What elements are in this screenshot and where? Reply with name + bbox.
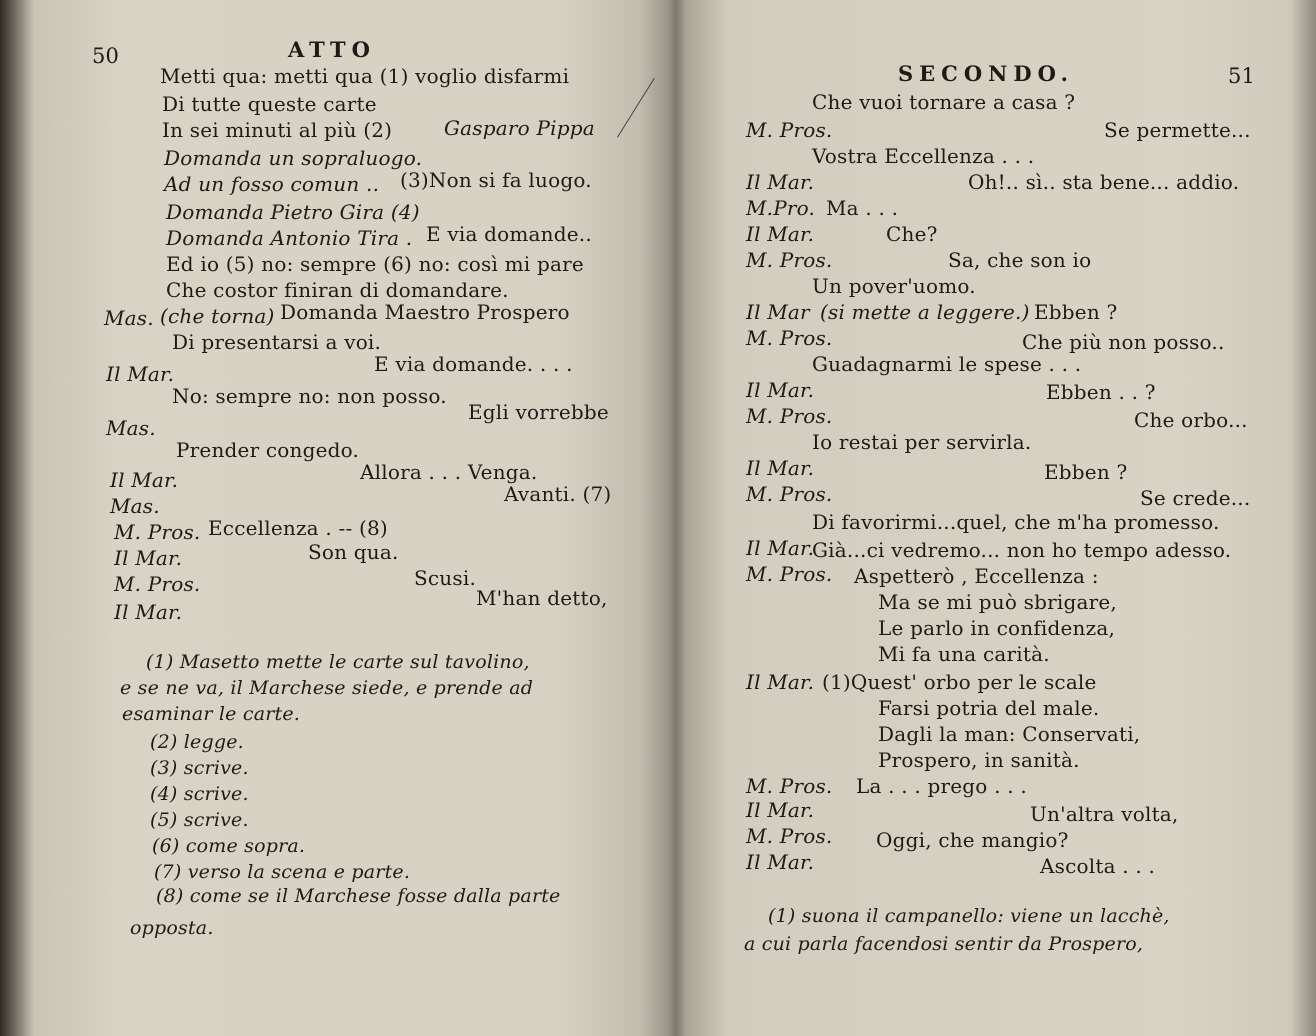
footnote-line: esaminar le carte. — [122, 703, 301, 725]
verse-line: Se permette... — [1104, 118, 1251, 142]
verse-line: Già...ci vedremo... non ho tempo adesso. — [812, 538, 1232, 562]
verse-line: Ebben . . ? — [1046, 380, 1156, 404]
verse-line: Ma . . . — [826, 196, 899, 220]
verse-line: Un pover'uomo. — [812, 274, 976, 298]
verse-line: Domanda Pietro Gira (4) — [166, 200, 420, 224]
running-head: ATTO — [288, 37, 376, 62]
footnote-line: e se ne va, il Marchese siede, e prende ad — [120, 677, 534, 699]
verse-line: E via domande. . . . — [374, 352, 573, 376]
verse-line: Son qua. — [308, 540, 399, 564]
speaker-label: Il Mar. — [746, 456, 815, 480]
verse-line: La . . . prego . . . — [856, 774, 1027, 798]
verse-line: Domanda Maestro Prospero — [280, 300, 570, 324]
speaker-label: Il Mar. — [106, 362, 175, 386]
speaker-label: Il Mar. — [746, 798, 815, 822]
stage-direction: (si mette a leggere.) — [820, 300, 1030, 324]
speaker-label: M. Pros. — [746, 404, 833, 428]
verse-line: Gasparo Pippa — [444, 116, 595, 140]
footnote-line: opposta. — [130, 917, 214, 939]
verse-line: Che orbo... — [1134, 408, 1248, 432]
verse-line: Ma se mi può sbrigare, — [878, 590, 1117, 614]
verse-line: Oh!.. sì.. sta bene... addio. — [968, 170, 1240, 194]
verse-line: Prender congedo. — [176, 438, 360, 462]
verse-line: Che? — [886, 222, 938, 246]
verse-line: Che più non posso.. — [1022, 330, 1225, 354]
verse-line: Guadagnarmi le spese . . . — [812, 352, 1082, 376]
speaker-label: M. Pros. — [746, 118, 833, 142]
verse-line: Domanda Antonio Tira . — [166, 226, 413, 250]
footnote-line: (3) scrive. — [150, 757, 249, 779]
verse-line: Se crede... — [1140, 486, 1251, 510]
speaker-label: Il Mar — [746, 300, 810, 324]
speaker-label: Il Mar. — [110, 468, 179, 492]
speaker-label: M. Pros. — [746, 824, 833, 848]
verse-line: Di presentarsi a voi. — [172, 330, 382, 354]
speaker-label: M. Pros. — [114, 572, 201, 596]
verse-line: Ascolta . . . — [1040, 854, 1156, 878]
footnote-line: (5) scrive. — [150, 809, 249, 831]
verse-line: E via domande.. — [426, 222, 592, 246]
verse-line: Ebben ? — [1044, 460, 1128, 484]
running-head: SECONDO. — [898, 61, 1074, 86]
verse-line: M'han detto, — [476, 586, 608, 610]
verse-line: Ebben ? — [1034, 300, 1118, 324]
speaker-label: M.Pro. — [746, 196, 816, 220]
verse-line: Mi fa una carità. — [878, 642, 1050, 666]
verse-line: Aspetterò , Eccellenza : — [854, 564, 1099, 588]
page-number: 50 — [92, 44, 120, 68]
speaker-label: Il Mar. — [746, 850, 815, 874]
verse-line: Metti qua: metti qua (1) voglio disfarmi — [160, 64, 570, 88]
speaker-label: M. Pros. — [746, 482, 833, 506]
verse-line: Domanda un sopraluogo. — [164, 146, 423, 170]
verse-line: Di favorirmi...quel, che m'ha promesso. — [812, 510, 1220, 534]
speaker-label: M. Pros. — [114, 520, 201, 544]
speaker-label: M. Pros. — [746, 326, 833, 350]
footnote-line: (6) come sopra. — [152, 835, 306, 857]
speaker-label: Mas. — [104, 306, 154, 330]
footnote-line: (8) come se il Marchese fosse dalla parte — [156, 885, 561, 907]
verse-line: Sa, che son io — [948, 248, 1092, 272]
footnote-line: (1) suona il campanello: viene un lacchè, — [768, 905, 1170, 927]
page-number: 51 — [1228, 64, 1256, 88]
right-page — [680, 0, 1316, 1036]
speaker-label: M. Pros. — [746, 562, 833, 586]
verse-line: Prospero, in sanità. — [878, 748, 1080, 772]
verse-line: Che vuoi tornare a casa ? — [812, 90, 1076, 114]
verse-line: Di tutte queste carte — [162, 92, 377, 116]
footnote-line: (4) scrive. — [150, 783, 249, 805]
speaker-label: Il Mar. — [114, 600, 183, 624]
verse-line: Io restai per servirla. — [812, 430, 1032, 454]
verse-line: (3)Non si fa luogo. — [400, 168, 592, 192]
verse-line: Egli vorrebbe — [468, 400, 609, 424]
speaker-label: Mas. — [106, 416, 156, 440]
speaker-label: Il Mar. — [746, 222, 815, 246]
verse-line: (1)Quest' orbo per le scale — [822, 670, 1097, 694]
verse-line: Oggi, che mangio? — [876, 828, 1069, 852]
verse-line: Vostra Eccellenza . . . — [812, 144, 1035, 168]
verse-line: Un'altra volta, — [1030, 802, 1179, 826]
verse-line: Avanti. (7) — [504, 482, 612, 506]
verse-line: Ad un fosso comun .. — [164, 172, 380, 196]
speaker-label: Il Mar. — [746, 378, 815, 402]
verse-line: In sei minuti al più (2) — [162, 118, 393, 142]
verse-line: Allora . . . Venga. — [360, 460, 538, 484]
stage-direction: (che torna) — [160, 304, 275, 328]
speaker-label: M. Pros. — [746, 248, 833, 272]
footnote-line: (2) legge. — [150, 731, 244, 753]
speaker-label: Mas. — [110, 494, 160, 518]
speaker-label: M. Pros. — [746, 774, 833, 798]
pencil-mark — [617, 78, 655, 138]
speaker-label: Il Mar. — [114, 546, 183, 570]
verse-line: Che costor finiran di domandare. — [166, 278, 509, 302]
verse-line: No: sempre no: non posso. — [172, 384, 447, 408]
footnote-line: (1) Masetto mette le carte sul tavolino, — [146, 651, 530, 673]
footnote-line: a cui parla facendosi sentir da Prospero, — [744, 933, 1144, 955]
verse-line: Le parlo in confidenza, — [878, 616, 1116, 640]
verse-line: Ed io (5) no: sempre (6) no: così mi pare — [166, 252, 584, 276]
verse-line: Scusi. — [414, 566, 477, 590]
verse-line: Dagli la man: Conservati, — [878, 722, 1141, 746]
footnote-line: (7) verso la scena e parte. — [154, 861, 411, 883]
speaker-label: Il Mar. — [746, 670, 815, 694]
speaker-label: Il Mar. — [746, 170, 815, 194]
verse-line: Eccellenza . -- (8) — [208, 516, 388, 540]
speaker-label: Il Mar. — [746, 536, 815, 560]
verse-line: Farsi potria del male. — [878, 696, 1100, 720]
